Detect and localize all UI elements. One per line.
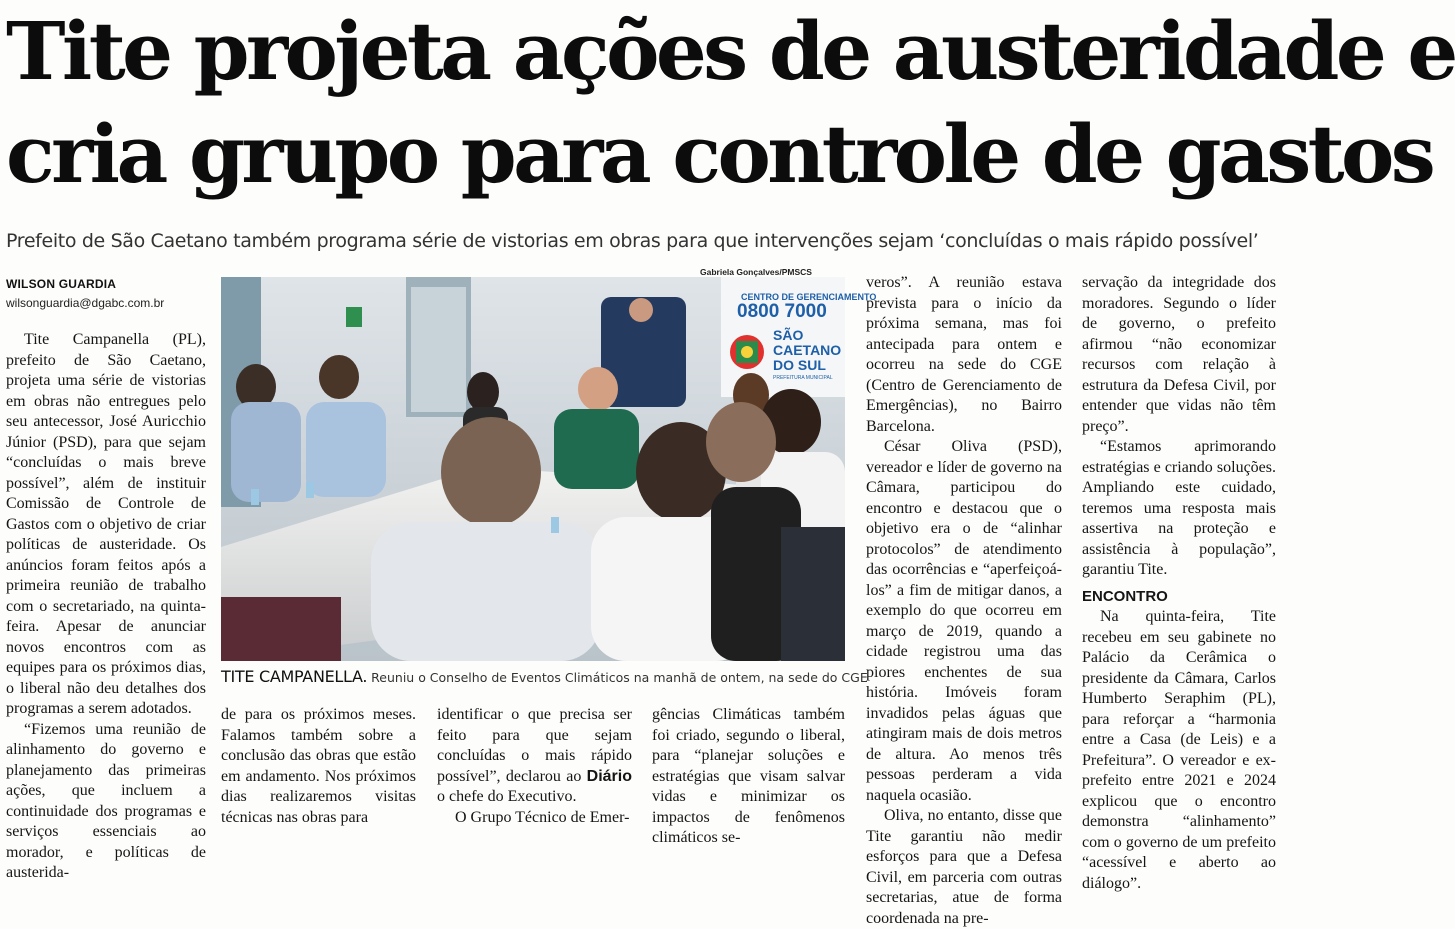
sign-label: CENTRO DE GERENCIAMENTO — [741, 292, 877, 302]
paragraph: veros”. A reunião estava prevista para o início da próxima semana, mas foi antecipada para ontem e ocorreu na sede do CGE (Centro de Gerenciamento de Emergências), no Bairro Barcelona. — [866, 274, 1062, 435]
column-6 — [1082, 273, 1276, 894]
caption-text: Reuniu o Conselho de Eventos Climáticos na manhã de ontem, na sede do CGE — [367, 670, 868, 685]
paragraph: gências Climáticas também foi criado, segundo o liberal, para “planejar soluções e estratégias que visam salvar vidas e minimizar os impactos de fenômenos climáticos se- — [652, 706, 845, 846]
paragraph: “Fizemos uma reunião de alinhamento do governo e planejamento das primeiras ações, que incluem a continuidade dos programas e serviços essenciais ao morador, e políticas de austerida- — [6, 720, 206, 881]
sign-city-line2: CAETANO — [773, 342, 842, 358]
paragraph: O Grupo Técnico de Emer- — [455, 808, 630, 826]
paragraph: servação da integridade dos moradores. Segundo o líder de governo, o prefeito afirmou “não economizar recursos com relação à estrutura da Defesa Civil, por entender que vidas não têm preço”. — [1082, 274, 1276, 435]
column-4 — [652, 705, 845, 849]
photo-caption — [221, 667, 868, 686]
paragraph: identificar o que precisa ser feito para que sejam concluídas o mais rápido possível”, declarou ao Diário o chefe do Executivo. — [437, 706, 632, 805]
byline-email[interactable]: wilsonguardia@dgabc.com.br — [6, 296, 165, 310]
paragraph: “Estamos aprimorando estratégias e criando soluções. Ampliando este cuidado, teremos uma resposta mais assertiva na proteção e assistência à população”, garantiu Tite. — [1082, 438, 1276, 578]
column-3 — [437, 705, 632, 828]
headline-line-1: Tite projeta ações de austeridade e — [6, 4, 1455, 98]
cge-sign — [730, 292, 876, 381]
column-2 — [221, 705, 416, 828]
photo-credit: Gabriela Gonçalves/PMSCS — [700, 267, 812, 277]
section-heading: ENCONTRO — [1082, 587, 1168, 605]
column-5 — [866, 273, 1062, 929]
headline-line-2: cria grupo para controle de gastos — [6, 107, 1433, 201]
paragraph: César Oliva (PSD), vereador e líder de governo na Câmara, participou do encontro e destacou que o objetivo era o de “alinhar protocolos” de atendimento das ocorrências e “aperfeiçoá-los” a fim de mitigar danos, a exemplo do que ocorreu em março de 2019, quando a cidade registrou uma das piores enchentes de sua história. Imóveis foram invadidos pelas águas que atingiram mais de dois metros de altura. Ao menos três pessoas perderam a vida naquela ocasião. — [866, 438, 1062, 804]
subheadline: Prefeito de São Caetano também programa série de vistorias em obras para que intervenções sejam ‘concluídas o mais rápido possível’ — [6, 230, 1259, 252]
meeting-photo-illustration — [221, 277, 877, 661]
paragraph: Oliva, no entanto, disse que Tite garantiu não medir esforços para que a Defesa Civil, em parceria com outras secretarias, atue de forma coordenada na pre- — [866, 807, 1062, 927]
news-photo — [221, 277, 877, 661]
diario-mention: Diário — [586, 767, 632, 785]
sign-city-line1: SÃO — [773, 327, 804, 343]
paragraph: Na quinta-feira, Tite recebeu em seu gabinete no Palácio da Cerâmica o presidente da Câmara, Carlos Humberto Seraphim (PL), para reforçar a “harmonia entre a Casa (de Leis) e a Prefeitura”. O vereador e ex-prefeito entre 2021 e 2024 explicou que o encontro demonstra “alinhamento” com o governo de um prefeito “acessível e aberto ao diálogo”. — [1082, 608, 1276, 892]
paragraph: de para os próximos meses. Falamos também sobre a conclusão das obras que estão em andamento. Nos próximos dias realizaremos visitas técnicas nas obras para — [221, 706, 416, 826]
byline-author: WILSON GUARDIA — [6, 277, 117, 291]
headline — [6, 0, 1455, 206]
paragraph: Tite Campanella (PL), prefeito de São Caetano, projeta uma série de vistorias em obras não entregues pelo seu antecessor, José Auricchio Júnior (PSD), para que sejam “concluídas o mais breve possível”, além de instituir Comissão de Controle de Gastos com o objetivo de criar políticas de austeridade. Os anúncios foram feitos após a primeira reunião de trabalho com o secretariado, na quinta-feira. Apesar de anunciar novos encontros com as equipes para os próximos dias, o liberal não deu detalhes dos programas a serem adotados. — [6, 331, 206, 717]
sign-city-line3: DO SUL — [773, 357, 826, 373]
column-1 — [6, 330, 206, 884]
sign-phone: 0800 7000 — [737, 301, 827, 322]
caption-name: TITE CAMPANELLA. — [221, 667, 368, 686]
sign-city-tag: PREFEITURA MUNICIPAL — [773, 375, 833, 381]
